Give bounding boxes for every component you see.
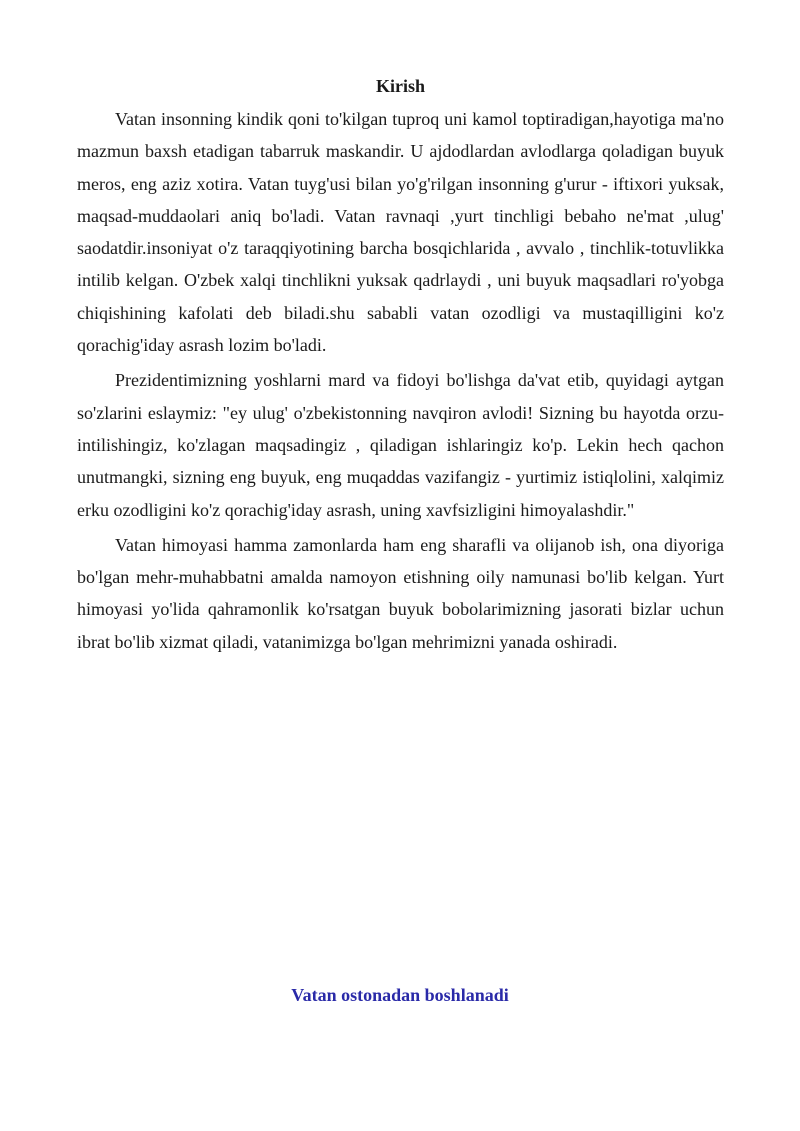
paragraph-vatan-himoyasi: Vatan himoyasi hamma zamonlarda ham eng sharafli va olijanob ish, ona diyoriga bo'lgan mehr-muhabbatni amalda namoyon etishning oily namunasi bo'lib kelgan. Yurt himoyasi yo'lida qahramonlik ko'rsatgan buyuk bobolarimizning jasorati bizlar uchun ibrat bo'lib xizmat qiladi, vatanimizga bo'lgan mehrimizni yanada oshiradi.: [77, 534, 724, 652]
paragraph-vatan-intro: Vatan insonning kindik qoni to'kilgan tuproq uni kamol toptiradigan,hayotiga ma'no mazmun baxsh etadigan tabarruk maskandir. U ajdodlardan avlodlarga qoladigan buyuk meros, eng aziz xotira. Vatan tuyg'usi bilan yo'g'rilgan insonning g'urur - iftixori yuksak, maqsad-muddaolari aniq bo'ladi. Vatan ravnaqi ,yurt tinchligi bebaho ne'mat ,ulug' saodatdir.insoniyat o'z taraqqiyotining barcha bosqichlarida , avvalo , tinchlik-totuvlikka intilib kelgan. O'zbek xalqi tinchlikni yuksak qadrlaydi , uni buyuk maqsadlari ro'yobga chiqishining kafolati deb biladi.shu sababli vatan ozodligi va mustaqilligini ko'z qorachig'iday asrash lozim bo'ladi.: [77, 109, 724, 356]
document-title: Kirish: [375, 76, 425, 96]
paragraph-president-quote: Prezidentimizning yoshlarni mard va fidoyi bo'lishga da'vat etib, quyidagi aytgan so'zlarini eslaymiz: "ey ulug' o'zbekistonning navqiron avlodi! Sizning bu hayotda orzu-intilishingiz, ko'zlagan maqsadingiz , qiladigan ishlaringiz ko'p. Lekin hech qachon unutmangki, sizning eng buyuk, eng muqaddas vazifangiz - yurtimiz istiqlolini, xalqimiz erku ozodligini ko'z qorachig'iday asrash, uning xavfsizligini himoyalashdir.": [77, 370, 724, 520]
section-heading: Vatan ostonadan boshlanadi: [291, 985, 509, 1005]
